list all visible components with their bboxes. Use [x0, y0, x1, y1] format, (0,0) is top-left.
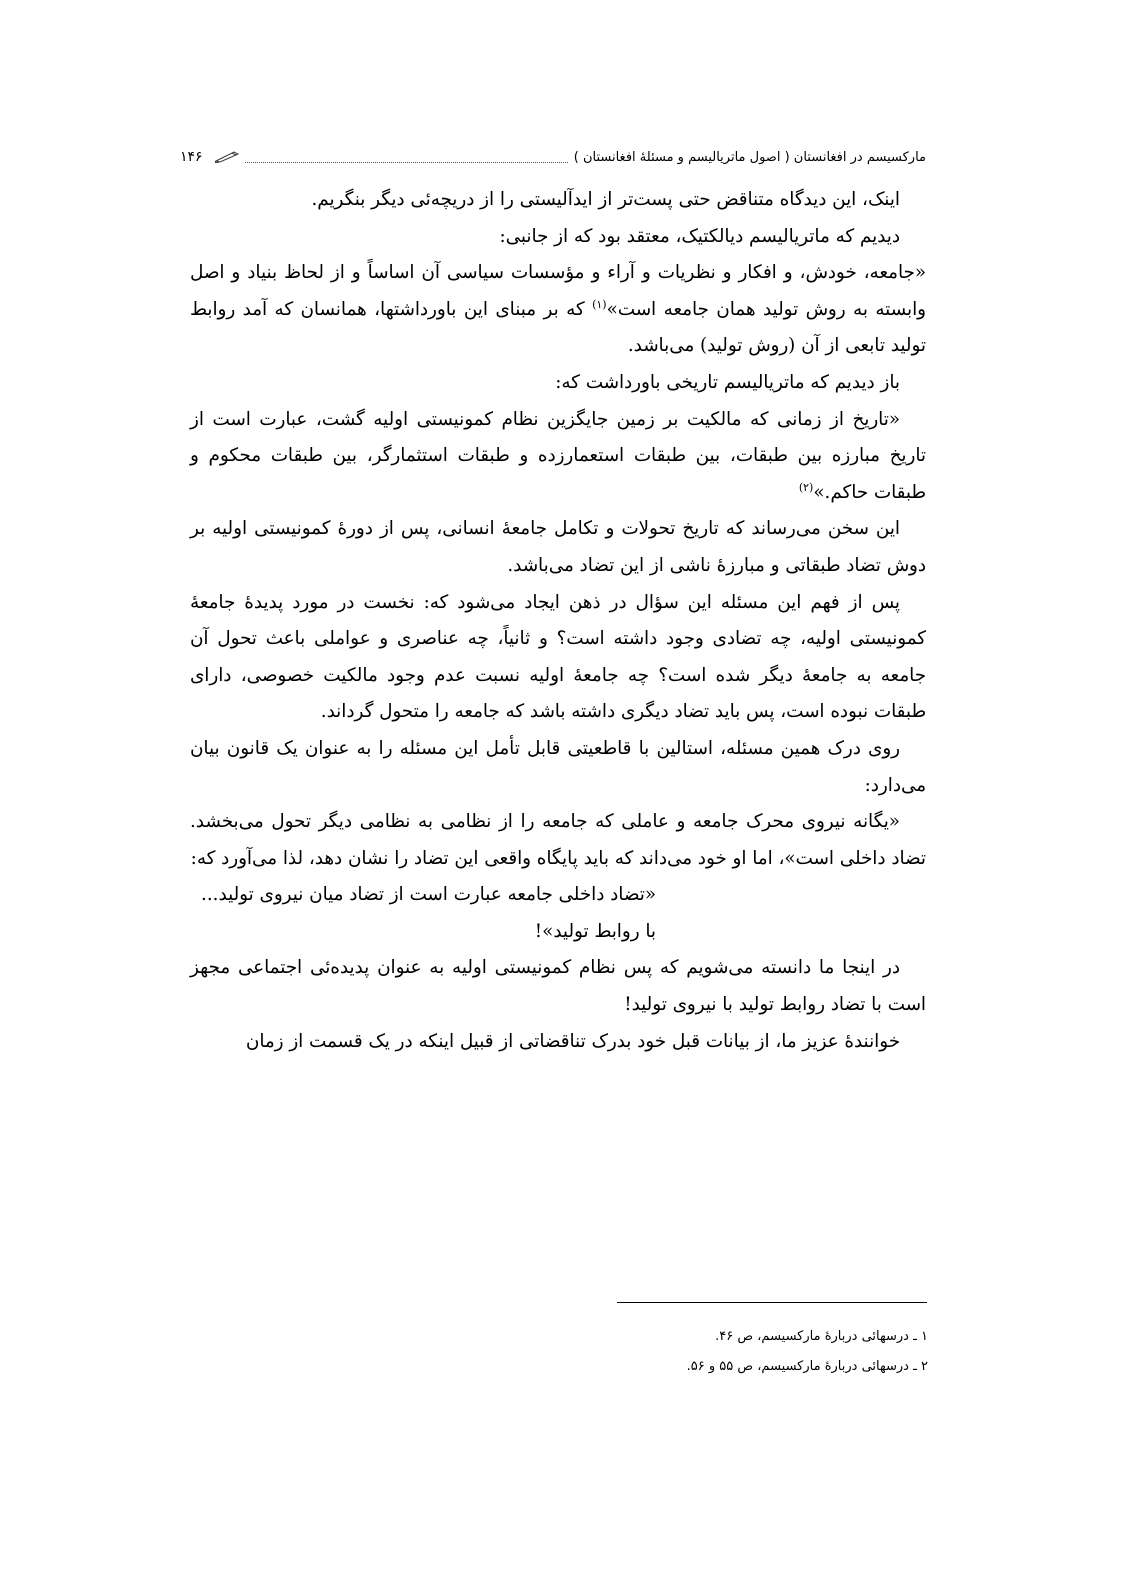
- paragraph-quote: [190, 255, 926, 365]
- paragraph: این سخن می‌رساند که تاریخ تحولات و تکامل جامعهٔ انسانی، پس از دورهٔ کمونیستی اولیه بر دوش تضاد طبقاتی و مبارزهٔ ناشی از این تضاد می‌باشد.: [190, 518, 926, 576]
- quote-text: «تاریخ از زمانی که مالکیت بر زمین جایگزین نظام کمونیستی اولیه گشت، عبارت است از تاریخ مبارزه بین طبقات، بین طبقات استعمارزده و طبقات استثمارگر، بین طبقات محکوم و طبقات حاکم.»: [190, 408, 926, 503]
- paragraph: پس از فهم این مسئله این سؤال در ذهن ایجاد می‌شود که: نخست در مورد پدیدهٔ جامعهٔ کمونیستی اولیه، چه تضادی وجود داشته است؟ و ثانیاً، چه عناصری و عواملی باعث تحول آن جامعه به جامعهٔ دیگر شده است؟ چه جامعهٔ اولیه نسبت عدم وجود مالکیت خصوصی، دارای طبقات نبوده است، پس باید تضاد دیگری داشته باشد که جامعه را متحول گرداند.: [190, 591, 926, 723]
- quote-text: «جامعه، خودش، و افکار و نظریات و آراء و مؤسسات سیاسی آن اساساً و از لحاظ بنیاد و اصل وابسته به روش تولید همان جامعه است»: [190, 262, 926, 320]
- footnote: ۲ ـ درسهائی دربارهٔ مارکسیسم، ص ۵۵ و ۵۶.: [686, 1359, 928, 1374]
- page-number: ۱۴۶: [180, 149, 203, 165]
- paragraph-quote: «تضاد داخلی جامعه عبارت است از تضاد میان نیروی تولید... با روابط تولید»!: [201, 884, 656, 942]
- footnote-ref: (۱): [592, 297, 607, 311]
- paragraph: اینک، این دیدگاه متناقض حتی پست‌تر از ایدآلیستی را از دریچه‌ئی دیگر بنگریم.: [311, 189, 900, 210]
- paragraph: در اینجا ما دانسته می‌شویم که پس نظام کمونیستی اولیه به عنوان پدیده‌ئی اجتماعی مجهز است با تضاد روابط تولید با نیروی تولید!: [190, 957, 926, 1016]
- pen-icon: [215, 151, 239, 163]
- footnote-ref: (۲): [798, 480, 814, 494]
- paragraph-quote: [190, 402, 926, 512]
- paragraph: باز دیدیم که ماتریالیسم تاریخی باورداشت که:: [555, 371, 900, 393]
- footnote: ۱ ـ درسهائی دربارهٔ مارکسیسم، ص ۴۶.: [715, 1329, 928, 1344]
- body-text: [190, 182, 926, 1060]
- paragraph-quote: «یگانه نیروی محرک جامعه و عاملی که جامعه را از نظامی به نظامی دیگر تحول می‌بخشد. تضاد داخلی است»، اما او خود می‌داند که باید پایگاه واقعی این تضاد را نشان دهد، لذا می‌آورد که:: [190, 811, 926, 869]
- running-header: [180, 143, 926, 171]
- paragraph-text: که بر مبنای این باورداشتها، همانسان که آمد روابط تولید تابعی از آن (روش تولید) می‌باشد.: [190, 298, 926, 357]
- footnote-divider: [617, 1302, 927, 1303]
- paragraph: خوانندهٔ عزیز ما، از بیانات قبل خود بدرک تناقضاتی از قبیل اینکه در یک قسمت از زمان: [245, 1030, 900, 1052]
- header-title: مارکسیسم در افغانستان ( اصول ماتریالیسم و مسئلهٔ افغانستان ): [573, 149, 926, 165]
- paragraph: روی درک همین مسئله، استالین با قاطعیتی قابل تأمل این مسئله را به عنوان یک قانون بیان می‌دارد:: [190, 737, 926, 796]
- footnotes: [560, 1322, 928, 1382]
- paragraph: دیدیم که ماتریالیسم دیالکتیک، معتقد بود که از جانبی:: [499, 225, 900, 247]
- header-dot-leader: [245, 152, 568, 163]
